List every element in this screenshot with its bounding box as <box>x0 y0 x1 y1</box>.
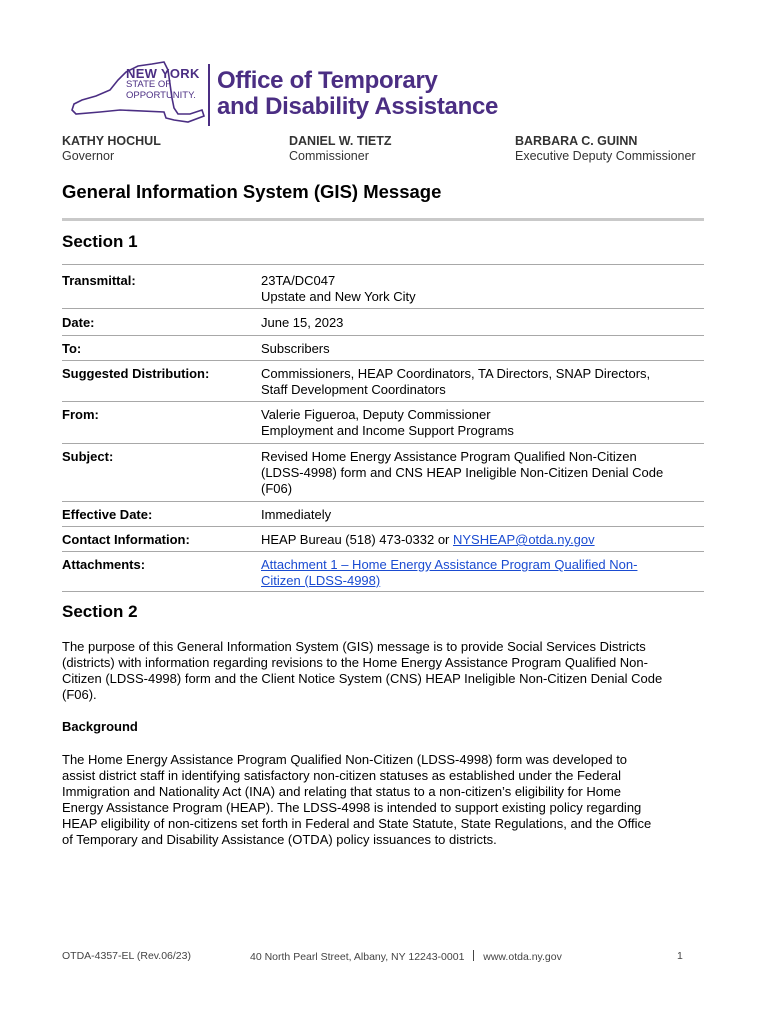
row-divider <box>62 551 704 552</box>
subject-value <box>261 449 701 497</box>
attachments-label: Attachments: <box>62 557 146 572</box>
value-line: Commissioners, HEAP Coordinators, TA Directors, SNAP Directors, <box>261 366 651 381</box>
value-line: Valerie Figueroa, Deputy Commissioner <box>261 407 491 422</box>
value-line: Employment and Income Support Programs <box>261 423 514 438</box>
official-title: Executive Deputy Commissioner <box>515 149 696 163</box>
contact-label: Contact Information: <box>62 532 190 547</box>
table-top-rule <box>62 264 704 265</box>
to-label: To: <box>62 341 82 356</box>
ny-state-wordmark <box>126 68 200 101</box>
logo-divider <box>208 64 210 126</box>
official-governor <box>62 134 161 164</box>
title-rule <box>62 218 704 221</box>
value-line: (F06) <box>261 481 293 496</box>
official-name: KATHY HOCHUL <box>62 134 161 148</box>
paragraph-line: (F06). <box>62 687 97 702</box>
paragraph-line: HEAP eligibility of non-citizens set forth in Federal and State Statute, State Regulations, and the Office <box>62 816 652 831</box>
value-line: Revised Home Energy Assistance Program Qualified Non-Citizen <box>261 449 637 464</box>
ny-wordmark-line2: STATE OF <box>126 79 172 90</box>
transmittal-value <box>261 273 701 305</box>
table-bottom-rule <box>62 591 704 592</box>
date-label: Date: <box>62 315 95 330</box>
row-divider <box>62 401 704 402</box>
paragraph-line: The Home Energy Assistance Program Qualified Non-Citizen (LDSS-4998) form was developed to <box>62 752 628 767</box>
footer-address: 40 North Pearl Street, Albany, NY 12243-0001 <box>250 951 465 963</box>
paragraph-line: Immigration and Nationality Act (INA) and relating that status to a non-citizen’s eligibility for Home <box>62 784 622 799</box>
section2-title: Section 2 <box>62 602 138 621</box>
contact-value <box>261 532 701 548</box>
row-divider <box>62 308 704 309</box>
value-line: (LDSS-4998) form and CNS HEAP Ineligible Non-Citizen Denial Code <box>261 465 664 480</box>
effective-date-value: Immediately <box>261 507 332 522</box>
effective-date-label: Effective Date: <box>62 507 153 522</box>
ny-wordmark-line3: OPPORTUNITY. <box>126 90 196 101</box>
paragraph-line: (districts) with information regarding revisions to the Home Energy Assistance Program Qualified Non- <box>62 655 648 670</box>
ny-wordmark-line1: NEW YORK <box>126 66 200 81</box>
attachments-value <box>261 557 701 589</box>
document-title: General Information System (GIS) Message <box>62 181 442 202</box>
background-paragraph <box>62 752 708 848</box>
paragraph-line: Citizen (LDSS-4998) form and the Client Notice System (CNS) HEAP Ineligible Non-Citizen Denial Code <box>62 671 663 686</box>
footer-website: www.otda.ny.gov <box>483 951 562 963</box>
row-divider <box>62 501 704 502</box>
value-line: Upstate and New York City <box>261 289 416 304</box>
official-executive-deputy <box>515 134 696 164</box>
from-label: From: <box>62 407 99 422</box>
date-value: June 15, 2023 <box>261 315 344 330</box>
official-name: DANIEL W. TIETZ <box>289 134 392 148</box>
distribution-value <box>261 366 701 398</box>
to-value: Subscribers <box>261 341 330 356</box>
contact-email-link[interactable]: NYSHEAP@otda.ny.gov <box>453 532 595 547</box>
transmittal-label: Transmittal: <box>62 273 136 288</box>
value-line: 23TA/DC047 <box>261 273 336 288</box>
row-divider <box>62 360 704 361</box>
agency-name-line2: and Disability Assistance <box>217 93 499 120</box>
section2-intro-paragraph <box>62 639 708 703</box>
from-value <box>261 407 701 439</box>
paragraph-line: Energy Assistance Program (HEAP). The LDSS-4998 is intended to support existing policy regarding <box>62 800 642 815</box>
distribution-label: Suggested Distribution: <box>62 366 210 381</box>
official-title: Commissioner <box>289 149 369 163</box>
section1-title: Section 1 <box>62 232 138 251</box>
official-name: BARBARA C. GUINN <box>515 134 638 148</box>
paragraph-line: of Temporary and Disability Assistance (OTDA) policy issuances to districts. <box>62 832 497 847</box>
paragraph-line: The purpose of this General Information System (GIS) message is to provide Social Services Districts <box>62 639 646 654</box>
agency-name-line1: Office of Temporary <box>217 67 438 94</box>
row-divider <box>62 443 704 444</box>
footer-form-id: OTDA-4357-EL (Rev.06/23) <box>62 950 191 962</box>
row-divider <box>62 526 704 527</box>
official-title: Governor <box>62 149 115 163</box>
value-line: Staff Development Coordinators <box>261 382 446 397</box>
official-commissioner <box>289 134 392 164</box>
row-divider <box>62 335 704 336</box>
contact-phone: HEAP Bureau (518) 473-0332 or <box>261 532 453 547</box>
subject-label: Subject: <box>62 449 114 464</box>
footer-separator <box>473 950 474 961</box>
footer-address-line <box>250 950 562 963</box>
page-number: 1 <box>677 950 683 962</box>
agency-name <box>217 68 498 120</box>
attachment-link[interactable]: Attachment 1 – Home Energy Assistance Program Qualified Non- <box>261 557 638 572</box>
paragraph-line: assist district staff in identifying satisfactory non-citizen statuses as established under the Federal <box>62 768 622 783</box>
background-heading: Background <box>62 719 138 734</box>
attachment-link[interactable]: Citizen (LDSS-4998) <box>261 573 381 588</box>
